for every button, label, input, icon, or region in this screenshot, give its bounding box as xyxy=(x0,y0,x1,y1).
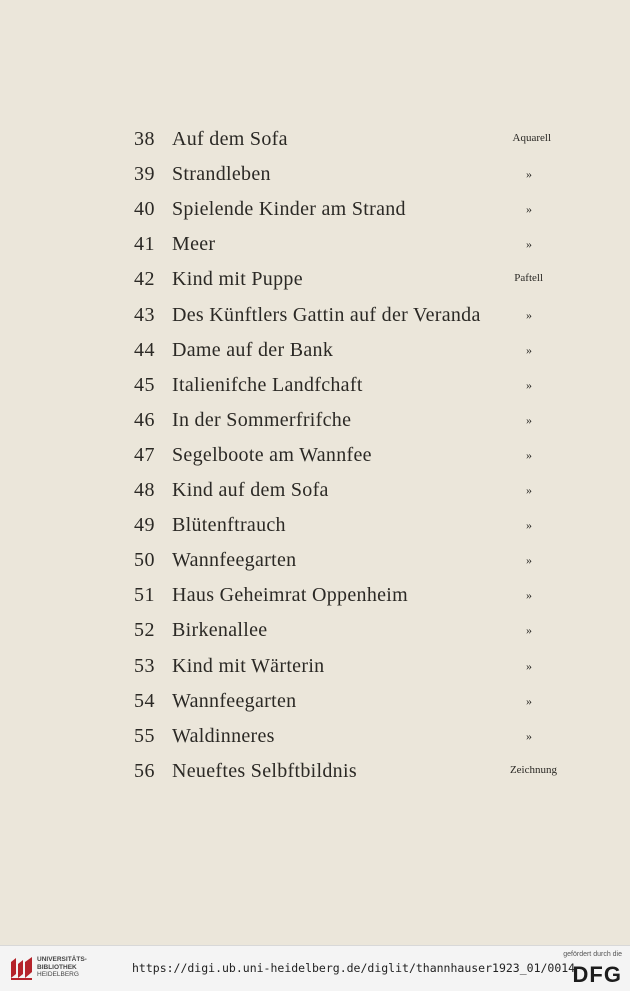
entry-title: Segelboote am Wannfee xyxy=(172,443,372,466)
entry-number: 46 xyxy=(134,408,155,431)
entry-medium: » xyxy=(526,588,532,603)
entry-title: In der Sommerfrifche xyxy=(172,408,352,431)
entry-title: Des Künftlers Gattin auf der Veranda xyxy=(172,303,481,326)
catalog-entry xyxy=(0,368,630,403)
entry-title: Neueftes Selbftbildnis xyxy=(172,759,357,782)
entry-title: Italienifche Landfchaft xyxy=(172,373,363,396)
catalog-entry xyxy=(0,684,630,719)
entry-number: 48 xyxy=(134,479,155,501)
catalog-entry xyxy=(0,403,630,438)
entry-number: 43 xyxy=(134,303,155,326)
entry-medium: » xyxy=(526,623,532,638)
entry-medium: » xyxy=(526,483,532,497)
entry-number: 40 xyxy=(134,198,155,221)
entry-number: 50 xyxy=(134,549,155,572)
entry-medium: » xyxy=(526,377,532,392)
entry-medium: Zeichnung xyxy=(509,763,557,776)
catalog-entry xyxy=(0,227,630,262)
entry-medium: » xyxy=(526,553,532,568)
entry-title: Haus Geheimrat Oppenheim xyxy=(172,584,409,607)
entry-title: Strandleben xyxy=(172,163,271,186)
entry-number: 38 xyxy=(134,128,155,150)
catalog-entry xyxy=(0,262,630,297)
funded-by-label: gefördert durch die xyxy=(563,951,622,958)
catalog-entry xyxy=(0,754,630,789)
entry-number: 56 xyxy=(134,759,155,782)
entry-medium: » xyxy=(526,237,532,252)
entry-number: 47 xyxy=(134,443,155,466)
entry-number: 51 xyxy=(134,584,155,607)
entry-number: 44 xyxy=(134,338,155,361)
catalog-entry xyxy=(0,157,630,192)
catalog-entry xyxy=(0,122,630,157)
library-name xyxy=(37,956,87,979)
entry-number: 49 xyxy=(134,514,155,537)
entry-title: Birkenallee xyxy=(172,619,268,642)
entry-medium: Paftell xyxy=(514,272,543,285)
entry-medium: Aquarell xyxy=(512,132,551,144)
entry-title: Wannfeegarten xyxy=(172,689,297,712)
library-name-line3: HEIDELBERG xyxy=(37,971,79,978)
entry-medium: » xyxy=(526,658,532,673)
entry-title: Blütenftrauch xyxy=(172,514,286,537)
entry-number: 55 xyxy=(134,724,155,747)
entry-number: 52 xyxy=(134,619,155,642)
catalog-entry xyxy=(0,508,630,543)
entry-medium: » xyxy=(526,342,532,357)
entry-title: Kind auf dem Sofa xyxy=(172,479,329,501)
entry-number: 39 xyxy=(134,163,155,186)
entry-title: Dame auf der Bank xyxy=(172,338,334,361)
entry-number: 54 xyxy=(134,689,155,712)
entry-title: Meer xyxy=(172,233,216,256)
entry-title: Waldinneres xyxy=(172,724,275,747)
library-name-line2: BIBLIOTHEK xyxy=(37,963,77,971)
catalog-entry xyxy=(0,298,630,333)
permalink-url[interactable]: https://digi.ub.uni-heidelberg.de/diglit/thannhauser1923_01/0014 xyxy=(132,961,576,975)
entry-medium: » xyxy=(526,447,532,462)
entry-title: Kind mit Wärterin xyxy=(172,654,325,677)
entry-number: 41 xyxy=(134,233,155,256)
catalog-entry xyxy=(0,333,630,368)
entry-number: 53 xyxy=(134,654,155,677)
entry-medium: » xyxy=(526,202,532,217)
catalog-entry xyxy=(0,473,630,508)
entry-medium: » xyxy=(526,518,532,533)
entry-medium: » xyxy=(526,412,532,427)
dfg-logo: DFG xyxy=(572,962,622,987)
catalog-entry xyxy=(0,719,630,754)
catalog-entry xyxy=(0,578,630,613)
entry-number: 45 xyxy=(134,373,155,396)
catalog-entry xyxy=(0,649,630,684)
entry-title: Wannfeegarten xyxy=(172,549,297,572)
entry-medium: » xyxy=(526,307,532,322)
library-name-line1: UNIVERSITÄTS- xyxy=(37,956,87,963)
catalog-entry xyxy=(0,438,630,473)
entry-title: Spielende Kinder am Strand xyxy=(172,198,406,221)
footer-bar xyxy=(0,945,630,991)
entry-number: 42 xyxy=(134,268,155,291)
university-library-logo-icon xyxy=(8,954,36,982)
entry-medium: » xyxy=(526,728,532,743)
entry-medium: » xyxy=(526,693,532,708)
entry-title: Auf dem Sofa xyxy=(172,128,288,150)
catalog-entry xyxy=(0,192,630,227)
entry-medium: » xyxy=(526,167,532,182)
catalog-entry xyxy=(0,613,630,648)
entry-title: Kind mit Puppe xyxy=(172,268,303,291)
catalog-entry xyxy=(0,543,630,578)
